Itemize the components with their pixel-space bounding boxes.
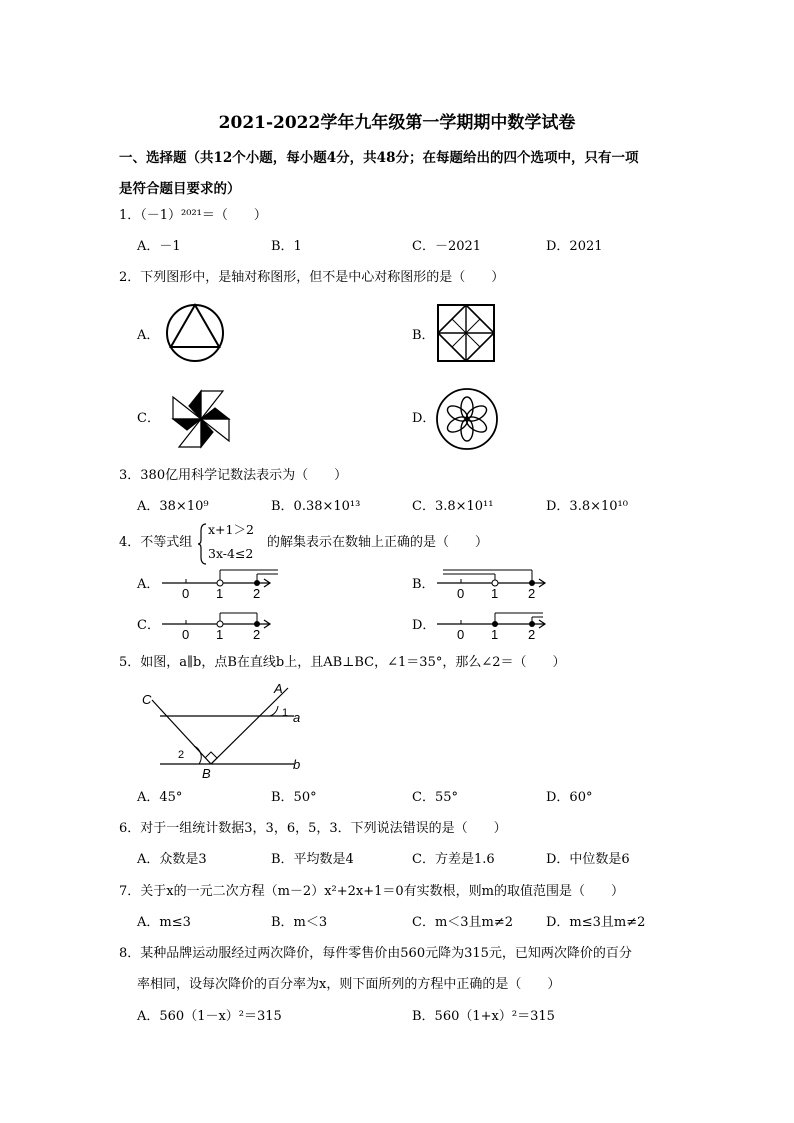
q5-figure-parallel-lines: [138, 682, 318, 780]
section-heading-line1: 一、选择题（共12个小题，每小题4分，共48分；在每题给出的四个选项中，只有一项: [119, 150, 639, 166]
q4-option-b: B．: [412, 577, 435, 592]
q7-option-d: D．m≤3且m≠2: [546, 915, 646, 930]
q1-option-c: C．－2021: [412, 239, 482, 254]
q4-inequality-2: 3x-4≤2: [208, 546, 254, 561]
q2-stem: 2．下列图形中，是轴对称图形，但不是中心对称图形的是（ ）: [119, 270, 505, 285]
q5-option-c: C．55°: [412, 790, 458, 805]
q2-figure-c-pinwheel: [163, 384, 239, 454]
tick-label-1: 1: [491, 586, 499, 601]
q4-stem-start: 4．不等式组: [119, 535, 193, 550]
tick-label-1: 1: [216, 627, 224, 642]
q8-option-b: B．560（1+x）²＝315: [412, 1009, 555, 1024]
q2-option-a: A．: [137, 328, 160, 343]
q4-numberline-c: [160, 609, 280, 641]
q3-option-c: C．3.8×10¹¹: [412, 499, 494, 514]
tick-label-0: 0: [457, 586, 465, 601]
line-ba: [211, 688, 288, 764]
q4-brace: [197, 523, 207, 565]
q6-option-b: B．平均数是4: [271, 852, 354, 867]
q3-option-d: D．3.8×10¹⁰: [546, 499, 628, 514]
q4-option-a: A．: [137, 577, 160, 592]
q4-numberline-d: [435, 609, 555, 641]
q7-option-b: B．m＜3: [271, 915, 328, 930]
q2-option-b: B．: [412, 328, 435, 343]
page-title: 2021-2022学年九年级第一学期期中数学试卷: [218, 113, 576, 133]
q1-option-d: D．2021: [546, 239, 603, 254]
q5-stem: 5．如图，a∥b，点B在直线b上，且AB⊥BC，∠1＝35°，那么∠2＝（ ）: [119, 655, 566, 670]
q4-stem-end: 的解集表示在数轴上正确的是（ ）: [267, 535, 489, 550]
tick-label-2: 2: [528, 627, 536, 642]
q7-option-c: C．m＜3且m≠2: [412, 915, 514, 930]
q5-option-b: B．50°: [271, 790, 317, 805]
q1-option-a: A．－1: [137, 239, 181, 254]
q8-stem-line2: 率相同，设每次降价的百分率为x，则下面所列的方程中正确的是（ ）: [137, 977, 561, 992]
tick-label-2: 2: [253, 627, 261, 642]
q6-stem: 6．对于一组统计数据3，3，6，5，3．下列说法错误的是（ ）: [119, 821, 507, 836]
q1-stem: 1．（－1）²⁰²¹＝（ ）: [119, 208, 267, 223]
q5-option-d: D．60°: [546, 790, 593, 805]
q2-option-c: C．: [137, 411, 160, 426]
q6-option-a: A．众数是3: [137, 852, 207, 867]
tick-label-1: 1: [491, 627, 499, 642]
q7-option-a: A．m≤3: [137, 915, 191, 930]
label-line-a: a: [293, 710, 301, 725]
q4-option-c: C．: [137, 618, 160, 633]
label-a-point: A: [274, 681, 283, 696]
q8-stem-line1: 8．某种品牌运动服经过两次降价，每件零售价由560元降为315元，已知两次降价的百分: [119, 946, 632, 961]
q1-option-b: B．1: [271, 239, 302, 254]
q3-option-b: B．0.38×10¹³: [271, 499, 361, 514]
label-angle-1: 1: [282, 707, 289, 719]
q2-figure-b-square: [437, 304, 495, 362]
tick-label-1: 1: [216, 586, 224, 601]
label-b-point: B: [202, 766, 211, 781]
section-heading-line2: 是符合题目要求的）: [119, 181, 241, 197]
tick-label-2: 2: [253, 586, 261, 601]
q4-numberline-a: [160, 568, 280, 600]
q6-option-c: C．方差是1.6: [412, 852, 495, 867]
right-angle-mark: [205, 752, 217, 764]
q2-option-d: D．: [412, 411, 436, 426]
q2-figure-a-circle-triangle: [165, 303, 225, 363]
q4-option-d: D．: [412, 618, 436, 633]
q7-stem: 7．关于x的一元二次方程（m－2）x²+2x+1＝0有实数根，则m的取值范围是（ ）: [119, 884, 625, 899]
q3-option-a: A．38×10⁹: [137, 499, 209, 514]
q8-option-a: A．560（1－x）²＝315: [137, 1009, 282, 1024]
label-angle-2: 2: [178, 749, 185, 761]
tick-label-2: 2: [528, 586, 536, 601]
tick-label-0: 0: [182, 586, 190, 601]
q6-option-d: D．中位数是6: [546, 852, 630, 867]
q3-stem: 3．380亿用科学记数法表示为（ ）: [119, 468, 348, 483]
q4-inequality-1: x+1＞2: [208, 522, 254, 537]
tick-label-0: 0: [457, 627, 465, 642]
label-line-b: b: [293, 757, 301, 772]
q4-numberline-b: [435, 568, 555, 600]
q5-option-a: A．45°: [137, 790, 183, 805]
label-c: C: [142, 692, 152, 707]
tick-label-0: 0: [182, 627, 190, 642]
q2-figure-d-flower: [436, 388, 498, 450]
